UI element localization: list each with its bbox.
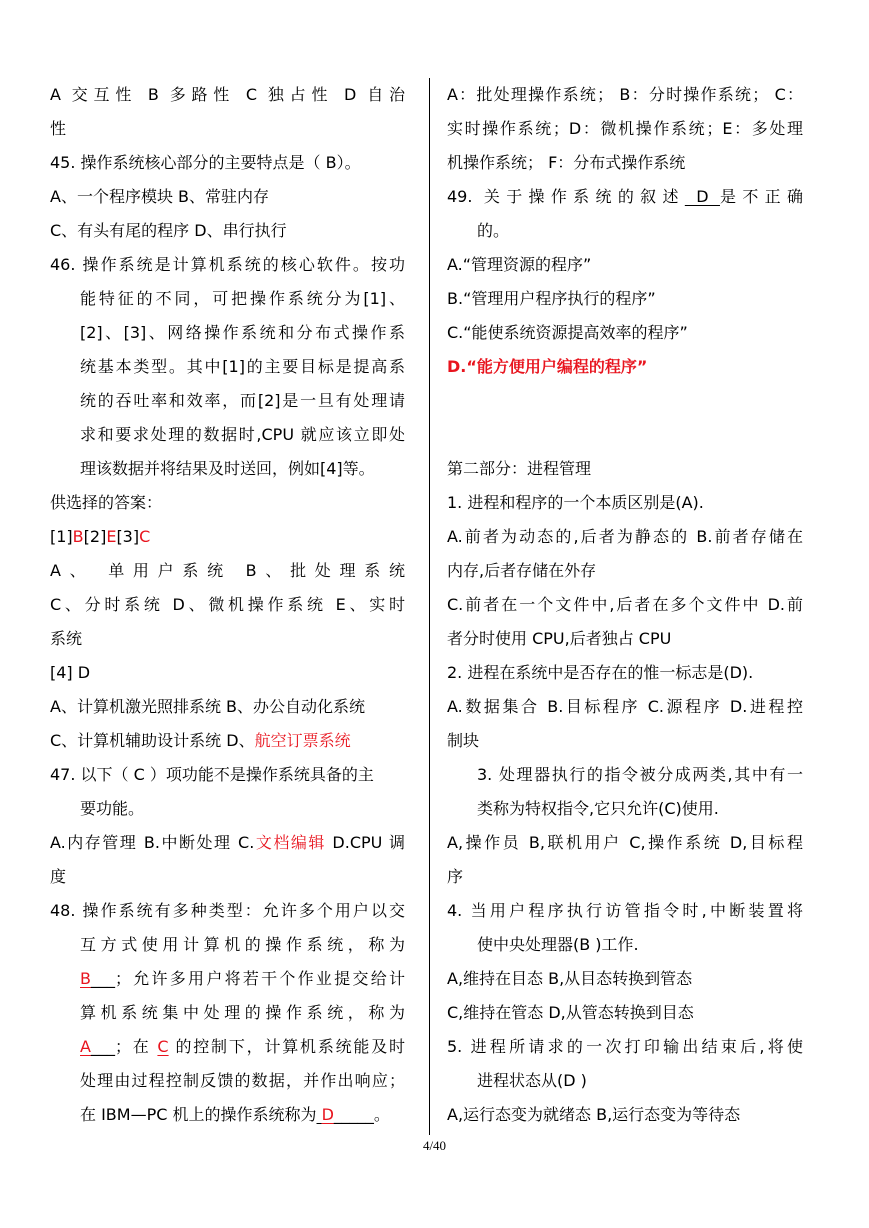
text-run: [2] [83,527,107,546]
text-run: 序 [447,867,464,886]
text-run: C、分时系统 D、微机操作系统 E、实时 [50,595,405,614]
right-line [447,214,803,248]
left-line [50,996,405,1030]
left-line [50,656,405,690]
text-run: 1. 进程和程序的一个本质区别是(A). [447,493,704,512]
left-line [50,452,405,486]
left-line [50,1064,405,1098]
column-divider [429,78,430,1135]
text-run: 互方式使用计算机的操作系统，称为 [80,935,405,954]
text-run: C [139,527,151,546]
text-run: A、 单用户系统 B、批处理系统 [50,561,405,580]
text-run: ___ [90,1037,115,1056]
text-run: 文档编辑 [254,833,326,852]
right-line [447,690,803,724]
text-run: 性 [50,119,67,138]
left-line [50,112,405,146]
right-line [447,1098,803,1132]
text-run: 5. 进程所请求的一次打印输出结束后,将使 [447,1037,803,1056]
text-run: E [106,527,117,546]
right-line [447,554,803,588]
text-run: 3. 处理器执行的指令被分成两类,其中有一 [477,765,803,784]
text-run: 统的吞吐率和效率，而[2]是一旦有处理请 [80,391,405,410]
text-run: A.数据集合 B.目标程序 C.源程序 D.进程控 [447,697,803,716]
left-line [50,78,405,112]
text-run: A、一个程序模块 B、常驻内存 [50,187,270,206]
text-run: ___ [90,969,115,988]
text-run: 47. 以下（ C ）项功能不是操作系统具备的主 [50,765,374,784]
text-run: A.内存管理 B.中断处理 C. [50,833,255,852]
left-line [50,316,405,350]
left-line [50,180,405,214]
left-line [50,554,405,588]
text-run: D [684,187,720,206]
right-line [447,248,803,282]
text-run: B [72,527,84,546]
text-run: 使中央处理器(B )工作. [477,935,639,954]
text-run: 内存,后者存储在外存 [447,561,597,580]
right-line [447,656,803,690]
text-run: 要功能。 [80,799,145,818]
left-line [50,1098,405,1132]
text-run: 的。 [477,221,510,240]
left-line [50,894,405,928]
left-line [50,350,405,384]
text-run: A.“管理资源的程序” [447,255,592,274]
text-run: 48. 操作系统有多种类型：允许多个用户以交 [50,901,405,920]
right-line [447,1064,803,1098]
left-line [50,622,405,656]
text-run: A：批处理操作系统； B：分时操作系统； C： [447,85,803,104]
text-run: B [80,969,91,988]
text-run: 机操作系统； F：分布式操作系统 [447,153,686,172]
text-run: 是不正确 [719,187,803,206]
right-line [447,588,803,622]
left-line [50,418,405,452]
text-run: A,操作员 B,联机用户 C,操作系统 D,目标程 [447,833,803,852]
text-run: C.“能使系统资源提高效率的程序” [447,323,688,342]
right-line [447,384,803,418]
text-run: A.前者为动态的,后者为静态的 B.前者存储在 [447,527,803,546]
text-run: D [321,1105,334,1124]
left-line [50,826,405,860]
left-line [50,1030,405,1064]
left-line [50,214,405,248]
text-run: 2. 进程在系统中是否存在的惟一标志是(D). [447,663,754,682]
right-line [447,350,803,384]
left-line [50,486,405,520]
text-run: ；在 [114,1037,158,1056]
left-line [50,384,405,418]
left-line [50,792,405,826]
text-run: 航空订票系统 [254,731,351,750]
left-line [50,860,405,894]
text-run: 实时操作系统；D：微机操作系统；E：多处理 [447,119,803,138]
text-run: A,维持在目态 B,从目态转换到管态 [447,969,693,988]
right-line [447,180,803,214]
right-line [447,520,803,554]
text-run: [2]、[3]、网络操作系统和分布式操作系 [80,323,405,342]
left-line [50,282,405,316]
text-run: D.“能方便用户编程的程序” [447,357,648,376]
right-line [447,962,803,996]
text-run: 。 [373,1105,390,1124]
text-run: C,维持在管态 D,从管态转换到目态 [447,1003,694,1022]
text-run: 处理由过程控制反馈的数据，并作出响应； [80,1071,405,1090]
left-line [50,962,405,996]
text-run: 统基本类型。其中[1]的主要目标是提高系 [80,357,405,376]
text-run: C、有头有尾的程序 D、串行执行 [50,221,287,240]
text-run: A 交互性 B 多路性 C 独占性 D 自治 [50,85,405,104]
right-line [447,826,803,860]
text-run: 45. 操作系统核心部分的主要特点是（ B）。 [50,153,361,172]
text-run: 算机系统集中处理的操作系统，称为 [80,1003,405,1022]
text-run: 理该数据并将结果及时送回，例如[4]等。 [80,459,375,478]
left-line [50,758,405,792]
right-line [447,316,803,350]
text-run: ；允许多用户将若干个作业提交给计 [114,969,405,988]
text-run: [4] D [50,663,91,682]
text-run: 进程状态从(D ) [477,1071,587,1090]
right-line [447,452,803,486]
text-run: [1] [50,527,73,546]
right-column [447,78,803,1132]
text-run: 制块 [447,731,480,750]
text-run: A [80,1037,91,1056]
left-line [50,588,405,622]
text-run: C [157,1037,169,1056]
text-run: _____ [333,1105,374,1124]
text-run: A,运行态变为就绪态 B,运行态变为等待态 [447,1105,741,1124]
text-run: [3] [116,527,140,546]
right-line [447,78,803,112]
text-run: 类称为特权指令,它只允许(C)使用. [477,799,719,818]
left-column [50,78,405,1132]
right-line [447,928,803,962]
text-run: 系统 [50,629,83,648]
page-number: 4/40 [422,1138,447,1153]
right-line [447,860,803,894]
text-run: 49. 关于操作系统的叙述 [447,187,685,206]
text-run: 者分时使用 CPU,后者独占 CPU [447,629,672,648]
left-line [50,146,405,180]
right-line [447,418,803,452]
left-line [50,248,405,282]
text-run: C、计算机辅助设计系统 D、 [50,731,255,750]
right-line [447,112,803,146]
right-line [447,724,803,758]
text-run: D.CPU 调 [325,833,405,852]
text-run: 46. 操作系统是计算机系统的核心软件。按功 [50,255,405,274]
text-run: 4. 当用户程序执行访管指令时,中断装置将 [447,901,803,920]
right-line [447,1030,803,1064]
right-line [447,486,803,520]
right-line [447,622,803,656]
text-run: 的控制下，计算机系统能及时 [168,1037,405,1056]
text-run: 度 [50,867,67,886]
right-line [447,146,803,180]
text-run: C.前者在一个文件中,后者在多个文件中 D.前 [447,595,803,614]
text-run: 在 IBM—PC 机上的操作系统称为 [80,1105,317,1124]
left-line [50,690,405,724]
left-line [50,928,405,962]
left-line [50,520,405,554]
text-run: 能特征的不同，可把操作系统分为[1]、 [80,289,405,308]
right-line [447,792,803,826]
right-line [447,996,803,1030]
text-run: 求和要求处理的数据时,CPU 就应该立即处 [80,425,405,444]
text-run: B.“管理用户程序执行的程序” [447,289,656,308]
text-run: 第二部分：进程管理 [447,459,592,478]
text-run: 供选择的答案： [50,493,163,512]
right-line [447,758,803,792]
left-line [50,724,405,758]
right-line [447,894,803,928]
right-line [447,282,803,316]
text-run: A、计算机激光照排系统 B、办公自动化系统 [50,697,366,716]
